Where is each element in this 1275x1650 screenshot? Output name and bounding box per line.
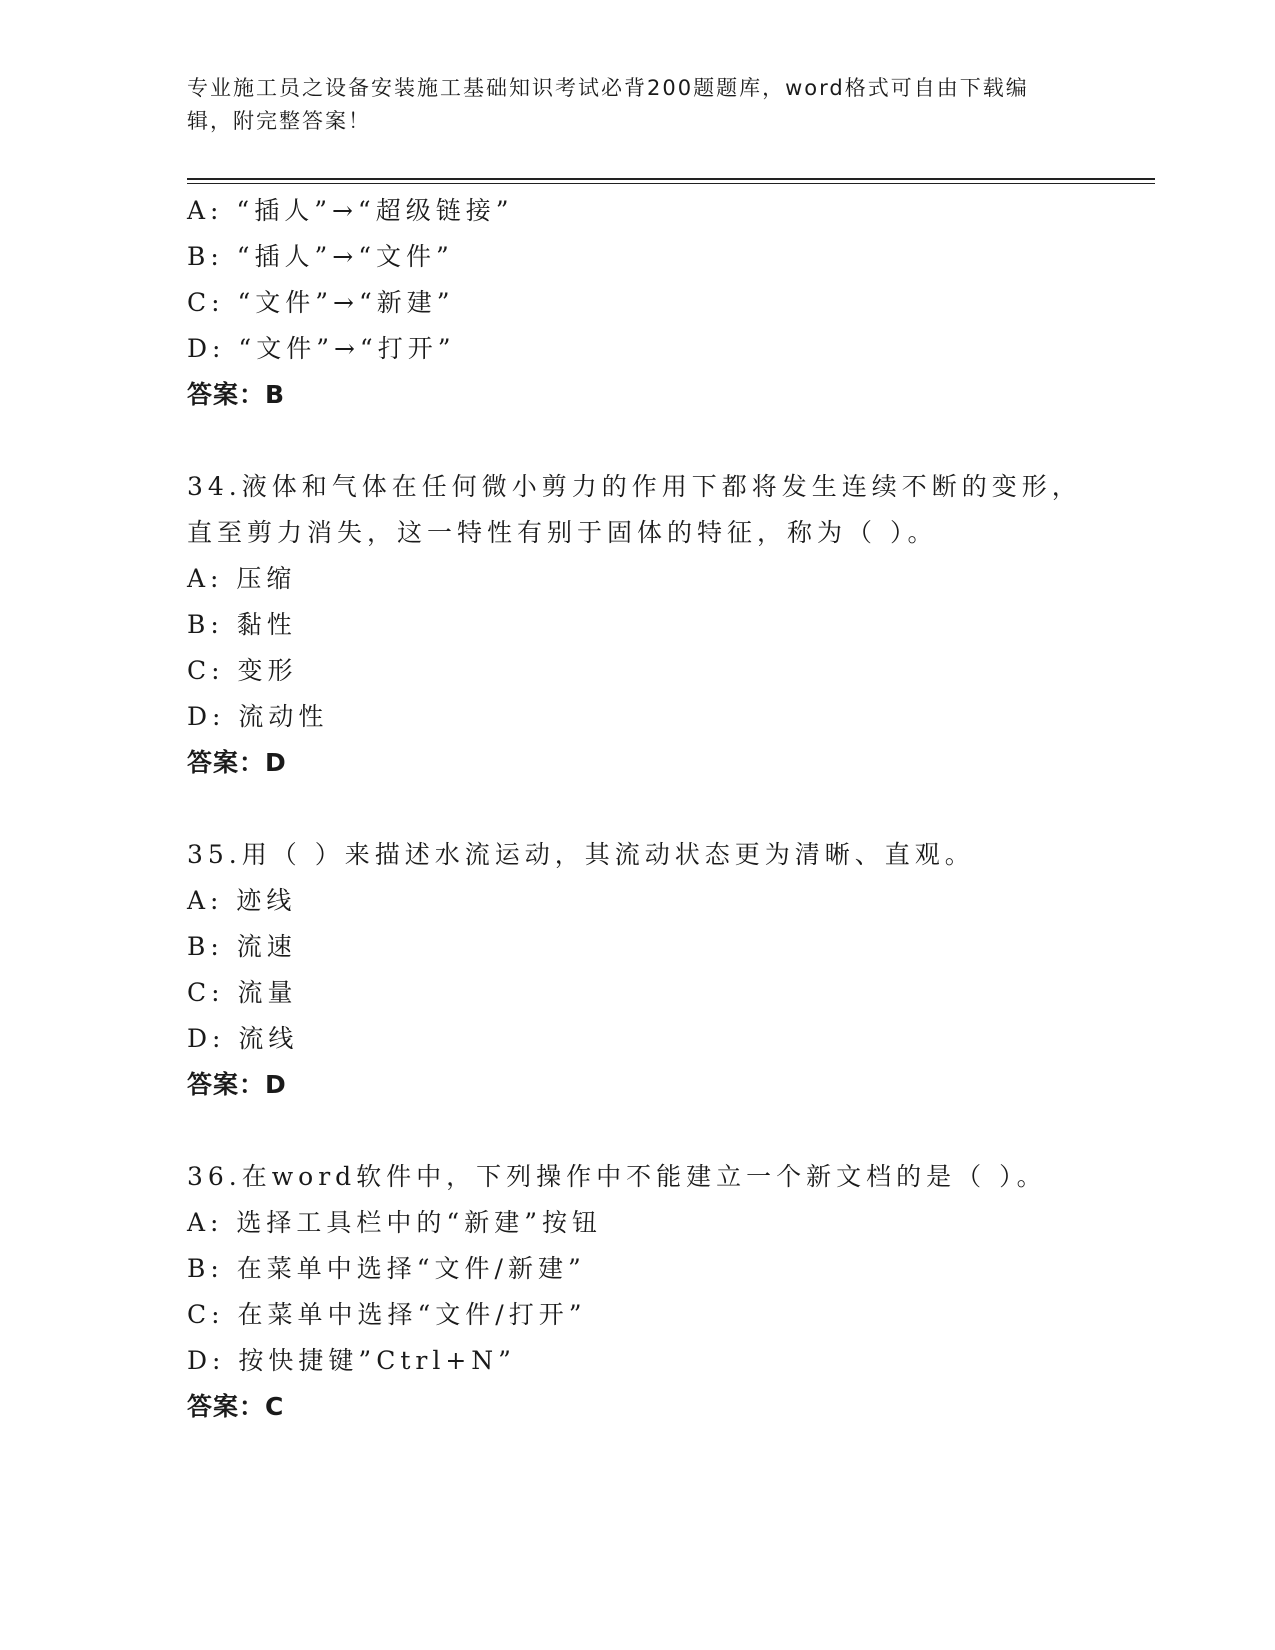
question-36 <box>187 1154 1087 1430</box>
spacer <box>187 1108 1087 1154</box>
question-stem: 36.在word软件中，下列操作中不能建立一个新文档的是（ ）。 <box>187 1162 1047 1191</box>
answer: 答案：D <box>187 1070 287 1099</box>
question-34 <box>187 464 1087 786</box>
option-a: A: 压缩 <box>187 564 297 593</box>
option-d: D: 流动性 <box>187 702 329 731</box>
option-b: B: 流速 <box>187 932 297 961</box>
option-c: C: “文件”→“新建” <box>187 288 455 317</box>
spacer <box>187 786 1087 832</box>
question-list <box>187 188 1087 1430</box>
option-c: C: 流量 <box>187 978 298 1007</box>
answer: 答案：C <box>187 1392 285 1421</box>
option-c: C: 在菜单中选择“文件/打开” <box>187 1300 587 1329</box>
question-stem: 34.液体和气体在任何微小剪力的作用下都将发生连续不断的变形，直至剪力消失，这一特性有别于固体的特征，称为（ ）。 <box>187 472 1082 547</box>
option-d: D: 按快捷键”Ctrl+N” <box>187 1346 516 1375</box>
question-stem: 35.用（ ）来描述水流运动，其流动状态更为清晰、直观。 <box>187 840 975 869</box>
answer: 答案：B <box>187 380 286 409</box>
option-a: A: “插人”→“超级链接” <box>187 196 514 225</box>
option-a: A: 迹线 <box>187 886 297 915</box>
option-b: B: 黏性 <box>187 610 297 639</box>
spacer <box>187 418 1087 464</box>
question-35 <box>187 832 1087 1108</box>
answer: 答案：D <box>187 748 287 777</box>
document-header: 专业施工员之设备安装施工基础知识考试必背200题题库，word格式可自由下载编辑，附完整答案！ <box>187 76 1029 133</box>
option-d: D: “文件”→“打开” <box>187 334 456 363</box>
option-b: B: “插人”→“文件” <box>187 242 454 271</box>
question-33 <box>187 188 1087 418</box>
option-a: A: 选择工具栏中的“新建”按钮 <box>187 1208 602 1237</box>
option-b: B: 在菜单中选择“文件/新建” <box>187 1254 586 1283</box>
header-divider <box>187 178 1155 184</box>
option-c: C: 变形 <box>187 656 298 685</box>
option-d: D: 流线 <box>187 1024 299 1053</box>
